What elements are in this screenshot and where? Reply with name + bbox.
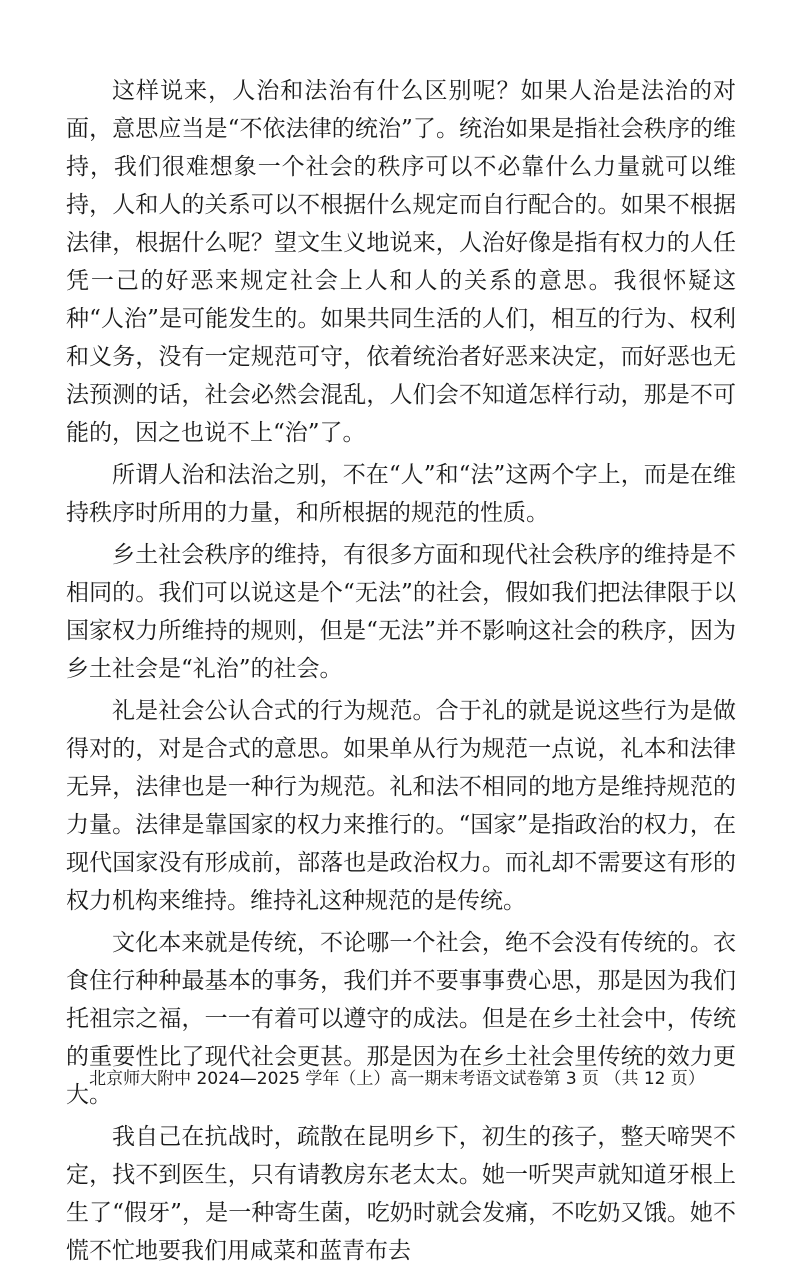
paragraph-4: 礼是社会公认合式的行为规范。合于礼的就是说这些行为是做得对的，对是合式的意思。如果单从行为规范一点说，礼本和法律无异，法律也是一种行为规范。礼和法不相同的地方是维持规范的力量。法律是靠国家的权力来推行的。“国家”是指政治的权力，在现代国家没有形成前，部落也是政治权力。而礼却不需要这有形的权力机构来维持。维持礼这种规范的是传统。 (66, 698, 736, 914)
paragraph-5: 文化本来就是传统，不论哪一个社会，绝不会没有传统的。衣食住行种种最基本的事务，我们并不要事事费心思，那是因为我们托祖宗之福，一一有着可以遵守的成法。但是在乡土社会中，传统的重要性比了现代社会更甚。那是因为在乡土社会里传统的效力更大。 (66, 930, 736, 1108)
paragraph-1: 这样说来，人治和法治有什么区别呢？如果人治是法治的对面，意思应当是“不依法律的统治”了。统治如果是指社会秩序的维持，我们很难想象一个社会的秩序可以不必靠什么力量就可以维持，人和人的关系可以不根据什么规定而自行配合的。如果不根据法律，根据什么呢？望文生义地说来，人治好像是指有权力的人任凭一己的好恶来规定社会上人和人的关系的意思。我很怀疑这种“人治”是可能发生的。如果共同生活的人们，相互的行为、权利和义务，没有一定规范可守，依着统治者好恶来决定，而好恶也无法预测的话，社会必然会混乱，人们会不知道怎样行动，那是不可能的，因之也说不上“治”了。 (66, 78, 736, 446)
paragraph-3: 乡土社会秩序的维持，有很多方面和现代社会秩序的维持是不相同的。我们可以说这是个“无法”的社会，假如我们把法律限于以国家权力所维持的规则，但是“无法”并不影响这社会的秩序，因为乡土社会是“礼治”的社会。 (66, 542, 736, 682)
paragraph-6: 我自己在抗战时，疏散在昆明乡下，初生的孩子，整天啼哭不定，找不到医生，只有请教房东老太太。她一听哭声就知道牙根上生了“假牙”，是一种寄生菌，吃奶时就会发痛，不吃奶又饿。她不慌不忙地要我们用咸菜和蓝青布去 (66, 1124, 736, 1264)
page-footer: 北京师大附中 2024—2025 学年（上）高一期末考语文试卷第 3 页 （共 12 页） (89, 1069, 705, 1089)
paragraph-2: 所谓人治和法治之别，不在“人”和“法”这两个字上，而是在维持秩序时所用的力量，和所根据的规范的性质。 (66, 462, 736, 526)
article-body (66, 72, 736, 1274)
